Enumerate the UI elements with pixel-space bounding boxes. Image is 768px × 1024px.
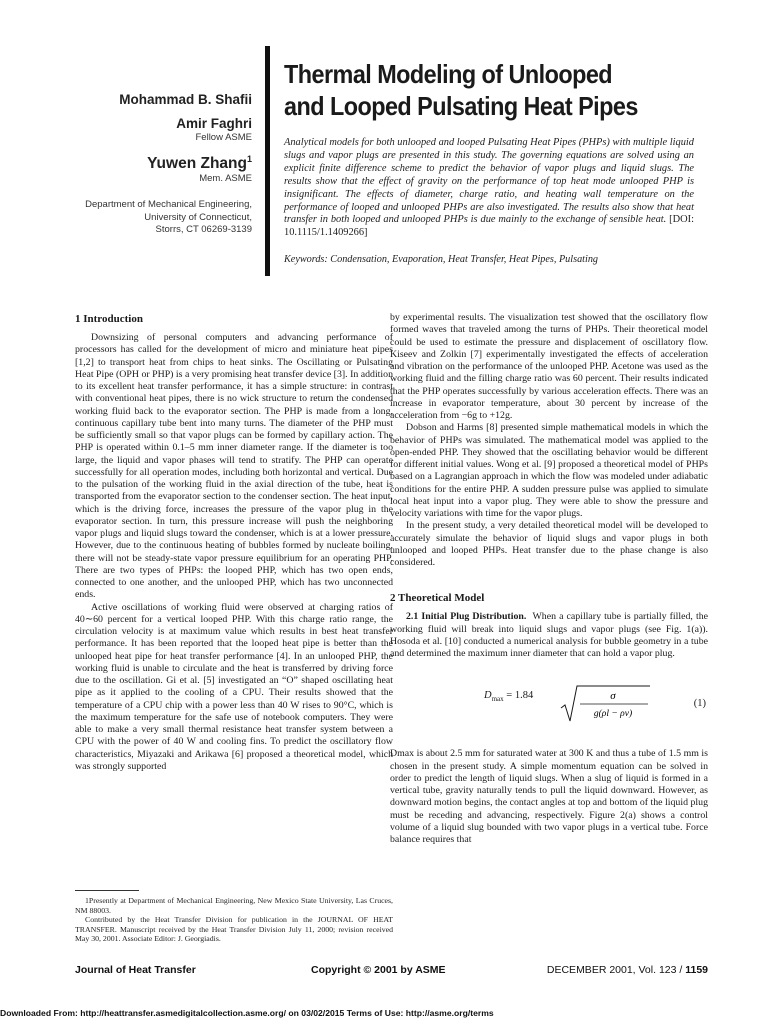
equation-numerator: σ — [610, 690, 616, 703]
subsection-heading: 2.1 Initial Plug Distribution. — [406, 611, 527, 623]
footer-issue-text: DECEMBER 2001, Vol. 123 / — [546, 964, 683, 976]
author-name-2: Amir Faghri — [176, 116, 252, 131]
author-title-3: Mem. ASME — [199, 173, 252, 185]
theory-paragraph-1-text: When a capillary tube is partially filled, the working fluid will break into liquid slugs and vapor plugs (see Fig. 1(a)). Hosoda et al. [10] conducted a numerical analysis for bubble geometry in a tube and determined the maximum inner diameter that can hold a vapor plug. — [390, 611, 709, 659]
footer-page-number: 1159 — [685, 964, 708, 976]
title-divider-bar — [265, 46, 270, 276]
footnote — [75, 896, 393, 944]
title-line-1: Thermal Modeling of Unlooped — [284, 59, 613, 89]
author-name-1: Mohammad B. Shafii — [119, 92, 252, 107]
author-block — [60, 92, 252, 237]
author-name-3 — [60, 150, 252, 173]
affiliation-line-2: University of Connecticut, — [144, 211, 252, 223]
doi: [DOI: 10.1115/1.1409266] — [284, 214, 694, 239]
equation-sqrt-fraction — [560, 684, 650, 724]
affiliation-line-1: Department of Mechanical Engineering, — [85, 199, 252, 211]
affiliation — [60, 199, 252, 237]
equation-1 — [390, 680, 708, 736]
equation-lhs: D — [484, 690, 492, 702]
right-paragraph-2: Dobson and Harms [8] presented simple mathematical models in which the behavior of PHPs was simulated. The mathematical model was applied to the open-ended PHP. They showed that the oscillating behavior would be different for different initial values. Wong et al. [9] proposed a theoretical model of PHPs based on a Lagrangian approach in which the flow was modeled under adiabatic conditions for the entire PHP. A sudden pressure pulse was applied to simulate local heat input into a vapor plug. They were able to show the pressure and velocity variations with time for the vapor plugs. — [390, 422, 708, 519]
equation-denominator: g(ρl − ρv) — [593, 709, 633, 720]
intro-paragraph-2: Active oscillations of working fluid were observed at charging ratios of 40∼60 percent for a vertical looped PHP. With this charge ratio range, the circulation velocity is at maximum value which results in best heat transfer performance. It has been reported that the looped heat pipe is better than the unlooped heat pipe for heat transfer performance [4]. In an unlooped PHP, the working fluid is unable to circulate and the heat is transferred by driving force due to the oscillation. Gi et al. [5] investigated an “O” shaped oscillating heat pipe as it applied to the cooling of a CPU. Their results showed that the temperature of a CPU chip with a power less than 40 W rises to 90°C, which is the maximum temperature for the safe use of notebook computers. They were able to make a very small thermal resistance heat transfer system between a CPU with the power of 40 W and cooling fins. To predict the oscillatory flow characteristics, Miyazaki and Arikawa [6] proposed a theoretical model, which was strongly supported — [75, 601, 393, 772]
author-name-3-text: Yuwen Zhang — [147, 155, 247, 173]
footer-issue — [547, 964, 708, 976]
keywords: Keywords: Condensation, Evaporation, Heat Transfer, Heat Pipes, Pulsating — [284, 254, 599, 265]
footnote-rule — [75, 890, 139, 891]
section-heading-introduction: 1 Introduction — [75, 313, 143, 325]
equation-lhs-sub: max — [491, 695, 504, 704]
affiliation-line-3: Storrs, CT 06269-3139 — [155, 224, 252, 236]
equation-number: (1) — [693, 698, 706, 710]
page-footer — [75, 964, 708, 978]
left-column — [75, 312, 393, 773]
author-title-2: Fellow ASME — [195, 132, 252, 143]
abstract-text: Analytical models for both unlooped and looped Pulsating Heat Pipes (PHPs) with multiple liquid slugs and vapor plugs are presented in this study. The governing equations are solved using an explicit finite difference scheme to predict the behavior of vapor plugs and liquid slugs. The results show that the effect of gravity on the performance of top heat mode unlooped PHP is insignificant. The effects of diameter, charge ratio, and heating wall temperature on the performance of looped and unlooped PHPs are also investigated. The results also show that heat transfer in both looped and unlooped PHPs is due mainly to the exchange of sensible heat. — [284, 137, 694, 226]
equation-coefficient: = 1.84 — [506, 690, 534, 702]
title-line-2: and Looped Pulsating Heat Pipes — [284, 91, 638, 121]
theory-paragraph-2: Dmax is about 2.5 mm for saturated water at 300 K and thus a tube of 1.5 mm is chosen in the present study. A simple momentum equation can be solved in order to predict the length of liquid slugs. When a slug of liquid is formed in a vertical tube, gravity naturally tends to pull the liquid downward. However, as downward motion begins, the contact angles at top and bottom of the liquid plug must be receding and advancing, respectively. Figure 2(a) shows a control volume of a liquid slug bounded with two vapor plugs in a vertical tube. Force balance requires that — [390, 748, 708, 845]
right-paragraph-3: In the present study, a very detailed theoretical model will be developed to accurately simulate the behavior of liquid slugs and vapor plugs in both unlooped and looped PHPs. Heat transfer due to the phase change is also considered. — [390, 520, 708, 568]
footnote-line-2: Contributed by the Heat Transfer Division for publication in the JOURNAL OF HEAT TRANSFER. Manuscript received by the Heat Transfer Division July 11, 2000; revision received May 30, 2001. Associate Editor: J. Georgiadis. — [75, 915, 393, 944]
section-heading-theoretical-model: 2 Theoretical Model — [390, 592, 485, 605]
author-footnote-mark: 1 — [246, 154, 252, 164]
right-paragraph-1: by experimental results. The visualization test showed that the oscillatory flow formed waves that traveled among the turns of PHPs. Their theoretical model could be used to estimate the pressure and displacement of oscillatory flow. Kiseev and Zolkin [7] experimentally investigated the effects of acceleration and vibration on the performance of the unlooped PHP. Acetone was used as the working fluid and the filling charge ratio was 60 percent. Their results indicated that the PHP operates successfully by various acceleration effects. There was an increase in evaporator temperature, about 30 percent by increase of the acceleration from −6g to +12g. — [390, 312, 708, 421]
theory-paragraph-1 — [390, 611, 708, 660]
intro-paragraph-1: Downsizing of personal computers and advancing performance of processors has called for the development of micro and miniature heat pipes [1,2] to transport heat from chips to heat sinks. The Oscillating or Pulsating Heat Pipe (OPH or PHP) is a very promising heat transfer device [3]. In addition to its excellent heat transfer performance, it has a simple structure: in contrast with conventional heat pipes, there is no wick structure to return the condensed working fluid back to the evaporator section. The PHP is made from a long, continuous capillary tube bent into many turns. The diameter of the PHP must be sufficiently small so that vapor plugs can be formed by capillary action. The PHP is operated within 0.1–5 mm inner diameter range. If the diameter is too large, the liquid and vapor phases will tend to stratify. The PHP can operate successfully for all operation modes, including both horizontal and vertical. Due to the pulsation of the working fluid in the axial direction of the tube, heat is transported from the evaporator section to the condenser section. The heat input, which is the driving force, increases the pressure of the vapor plug in the evaporator section. In turn, this pressure increase will push the neighboring vapor plugs and liquid slugs toward the condenser, which is at a lower pressure. However, due to the continuous heating of bubbles formed by nucleate boiling, there will not be steady-state vapor pressure equilibrium for an operating PHP. There are two types of PHPs: the looped PHP, which has two open ends, connected to one another, and the unlooped PHP, which has two unconnected ends. — [75, 332, 393, 601]
download-notice: Downloaded From: http://heattransfer.asmedigitalcollection.asme.org/ on 03/02/2015 Terms of Use: http://asme.org/terms — [0, 1008, 494, 1018]
right-column — [390, 312, 708, 846]
footer-copyright: Copyright © 2001 by ASME — [311, 964, 446, 976]
footer-journal: Journal of Heat Transfer — [75, 964, 196, 976]
footnote-line-1: 1Presently at Department of Mechanical Engineering, New Mexico State University, Las Cruces, NM 88003. — [75, 896, 393, 915]
equation-body — [484, 690, 633, 720]
abstract — [284, 137, 694, 240]
paper-title — [284, 58, 698, 122]
